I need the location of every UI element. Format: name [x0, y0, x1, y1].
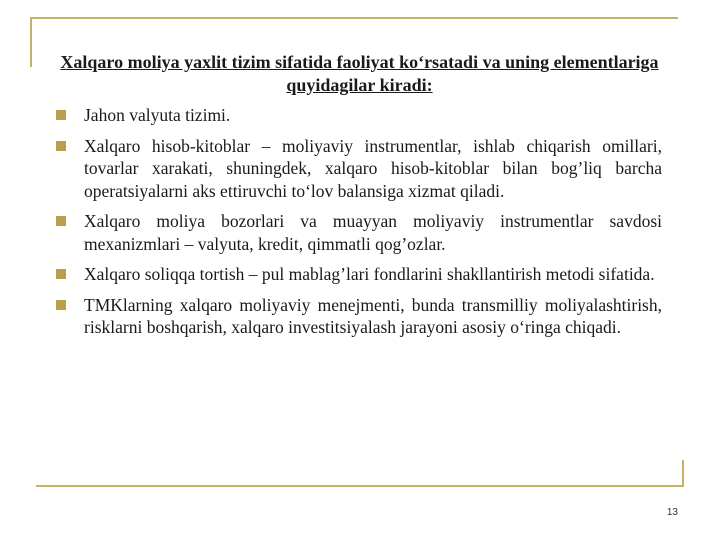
- square-bullet-icon: [56, 300, 66, 310]
- page-number: 13: [666, 507, 678, 518]
- list-item: [52, 210, 662, 255]
- list-item-text: Xalqaro soliqqa tortish – pul mablag’lari fondlarini shakllantirish metodi sifatida.: [84, 264, 655, 284]
- slide-title: Xalqaro moliya yaxlit tizim sifatida faoliyat ko‘rsatadi va uning elementlariga quyidagilar kiradi:: [60, 52, 659, 95]
- list-item: [52, 294, 662, 339]
- list-item: [52, 135, 662, 203]
- list-item-text: Xalqaro hisob-kitoblar – moliyaviy instrumentlar, ishlab chiqarish omillari, tovarlar xarakati, shuningdek, xalqaro hisob-kitoblar bilan bog’liq barcha operatsiyalarni aks ettiruvchi to‘lov balansiga xizmat qiladi.: [84, 135, 662, 201]
- list-item-text: Jahon valyuta tizimi.: [84, 105, 231, 125]
- list-item-text: TMKlarning xalqaro moliyaviy menejmenti, bunda transmilliy moliyalashtirish, risklarni boshqarish, xalqaro investitsiyalash jarayoni asosiy o‘ringa chiqadi.: [84, 294, 662, 337]
- frame-bottom-border: [36, 485, 684, 487]
- list-item: [52, 104, 662, 127]
- square-bullet-icon: [56, 141, 66, 151]
- frame-top-border: [30, 17, 678, 19]
- frame-left-border: [30, 17, 32, 67]
- square-bullet-icon: [56, 216, 66, 226]
- frame-right-border: [682, 460, 684, 487]
- list-item-text: Xalqaro moliya bozorlari va muayyan moliyaviy instrumentlar savdosi mexanizmlari – valyuta, kredit, qimmatli qog’ozlar.: [84, 211, 662, 254]
- square-bullet-icon: [56, 110, 66, 120]
- list-item: [52, 263, 662, 286]
- square-bullet-icon: [56, 269, 66, 279]
- bullet-list: [52, 104, 662, 347]
